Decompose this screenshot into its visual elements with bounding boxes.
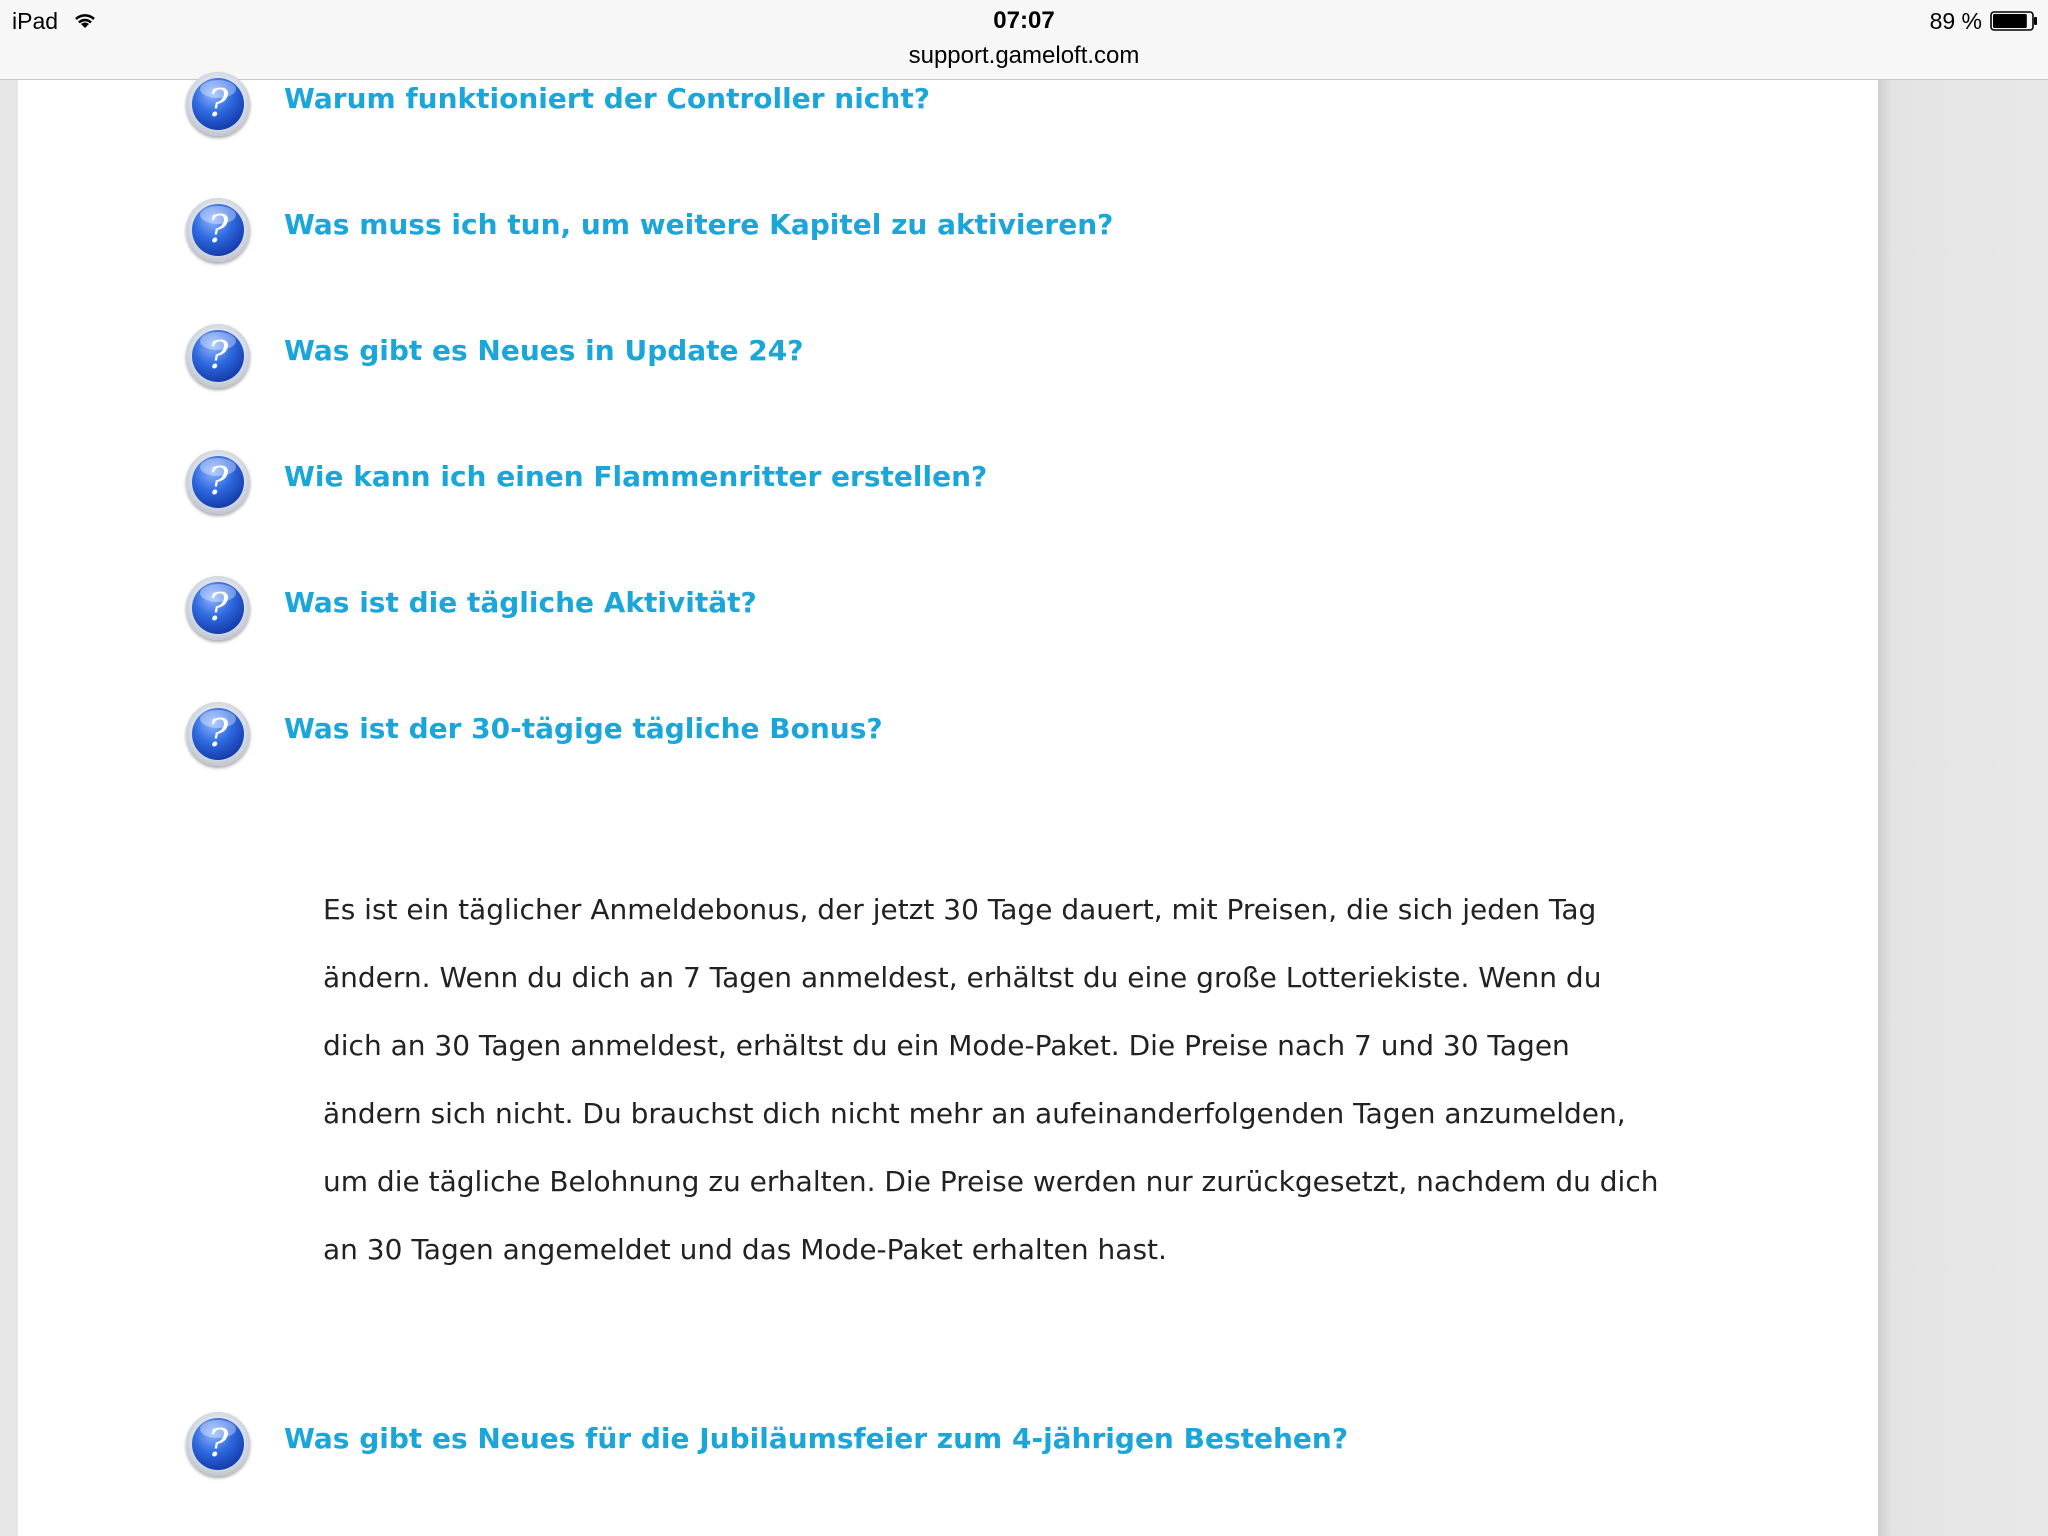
faq-question-link[interactable]: Warum funktioniert der Controller nicht? xyxy=(284,82,930,115)
question-icon: ? xyxy=(186,1412,250,1476)
battery-icon xyxy=(1990,11,2038,31)
faq-question-link[interactable]: Was muss ich tun, um weitere Kapitel zu aktivieren? xyxy=(284,208,1114,241)
faq-item-expanded[interactable] xyxy=(18,702,1878,772)
faq-item[interactable] xyxy=(18,72,1878,142)
question-icon: ? xyxy=(186,576,250,640)
faq-question-link[interactable]: Was ist die tägliche Aktivität? xyxy=(284,586,757,619)
question-icon: ? xyxy=(186,702,250,766)
faq-question-link[interactable]: Wie kann ich einen Flammenritter erstellen? xyxy=(284,460,988,493)
question-icon: ? xyxy=(186,72,250,136)
question-icon: ? xyxy=(186,324,250,388)
faq-item[interactable] xyxy=(18,576,1878,646)
faq-item[interactable] xyxy=(18,450,1878,520)
faq-answer-text: Es ist ein täglicher Anmeldebonus, der jetzt 30 Tage dauert, mit Preisen, die sich jeden Tag ändern. Wenn du dich an 7 Tagen anmeldest, erhältst du eine große Lotteriekiste. Wenn du dich an 30 Tagen anmeldest, erhältst du ein Mode-Paket. Die Preise nach 7 und 30 Tagen ändern sich nicht. Du brauchst dich nicht mehr an aufeinanderfolgenden Tagen anzumelden, um die tägliche Belohnung zu erhalten. Die Preise werden nur zurückgesetzt, nachdem du dich an 30 Tagen angemeldet und das Mode-Paket erhalten hast. xyxy=(323,893,1659,1266)
faq-question-link[interactable]: Was gibt es Neues für die Jubiläumsfeier zum 4-jährigen Bestehen? xyxy=(284,1422,1349,1455)
status-time: 07:07 xyxy=(993,7,1055,34)
faq-question-link[interactable]: Was gibt es Neues in Update 24? xyxy=(284,334,804,367)
battery-percentage: 89 % xyxy=(1929,8,1982,34)
question-icon: ? xyxy=(186,198,250,262)
device-name: iPad xyxy=(12,8,59,34)
faq-item[interactable] xyxy=(18,198,1878,268)
address-url[interactable]: support.gameloft.com xyxy=(908,42,1140,69)
faq-question-link[interactable]: Was ist der 30-tägige tägliche Bonus? xyxy=(284,712,883,745)
faq-page xyxy=(18,80,1878,1536)
page-background-edge xyxy=(1878,80,2048,1536)
faq-item[interactable] xyxy=(18,1412,1878,1482)
question-icon: ? xyxy=(186,450,250,514)
faq-item[interactable] xyxy=(18,324,1878,394)
status-bar xyxy=(0,0,2048,80)
